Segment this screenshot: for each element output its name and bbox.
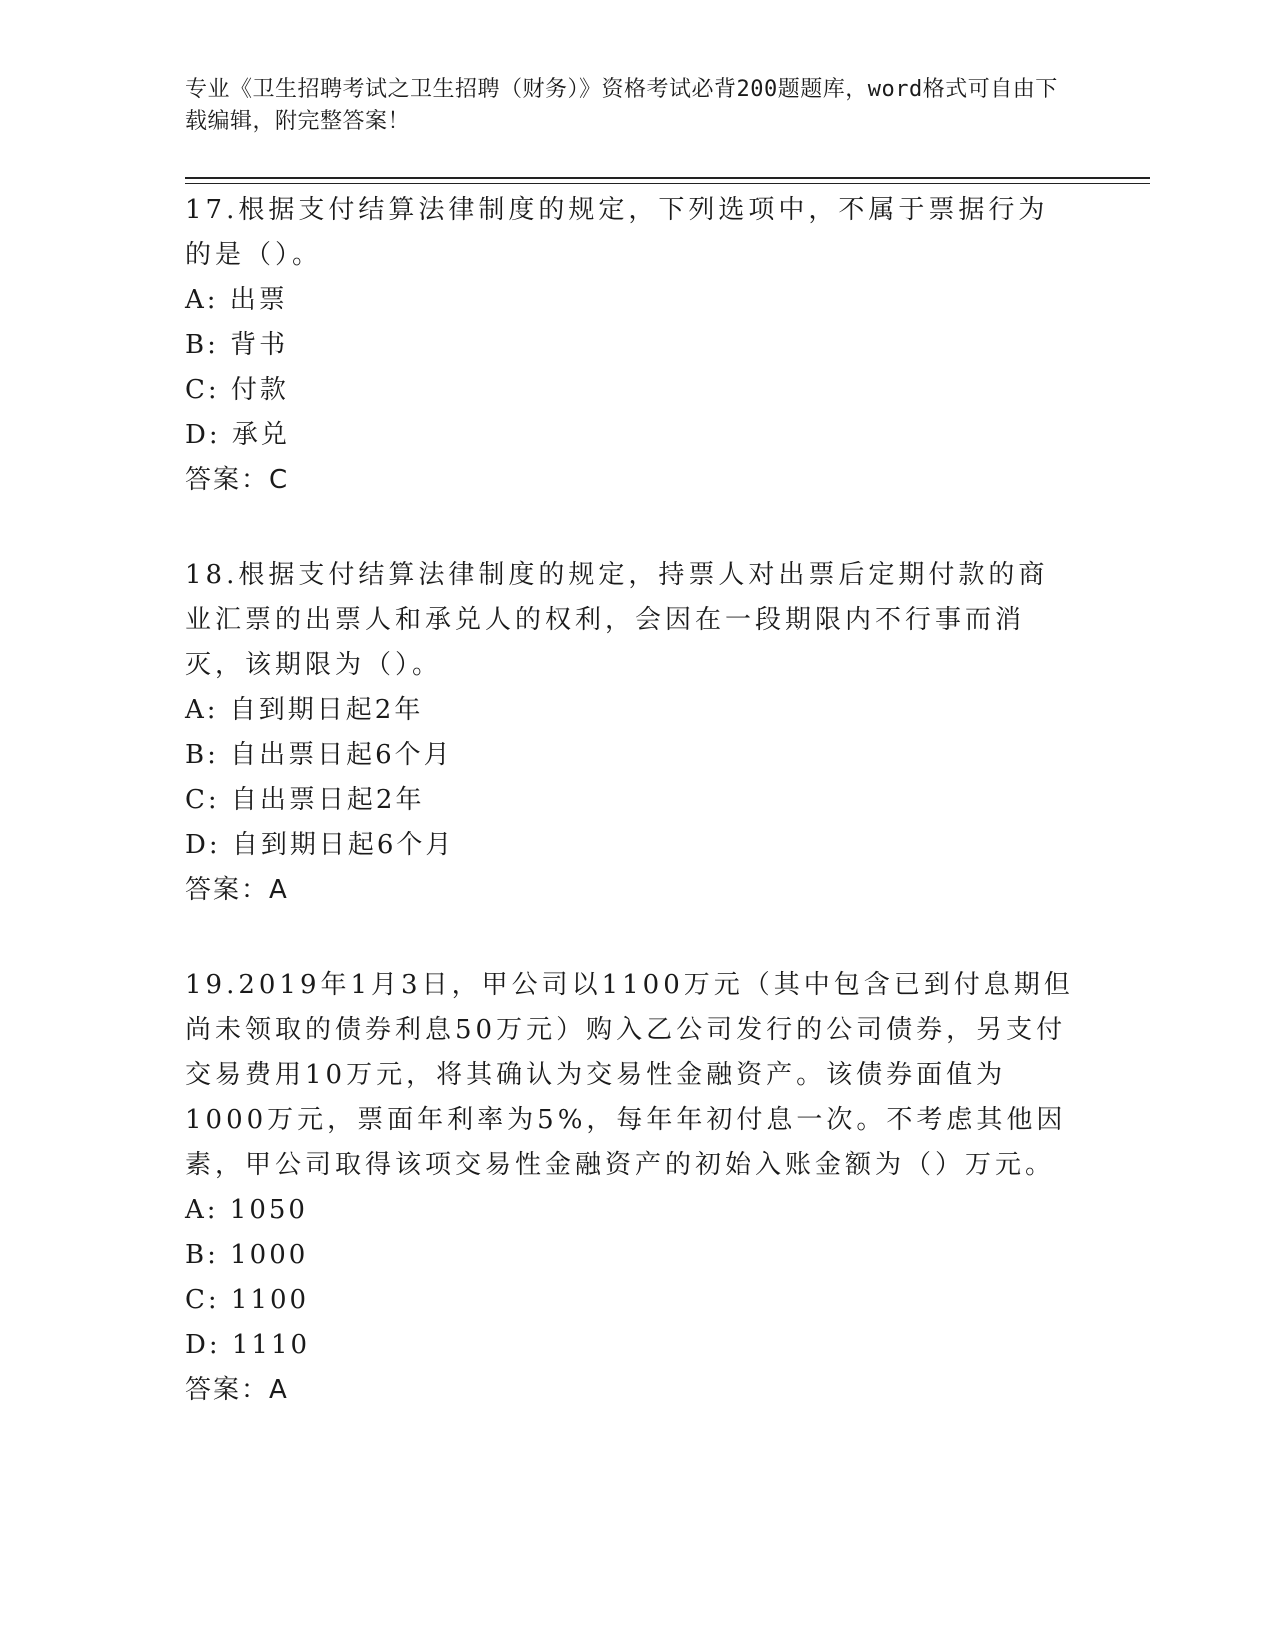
answer-line: 答案：A [185,1375,289,1405]
question-19 [185,963,1075,1413]
option-d: D: 1110 [185,1330,311,1360]
question-stem: 18.根据支付结算法律制度的规定，持票人对出票后定期付款的商业汇票的出票人和承兑人的权利，会因在一段期限内不行事而消灭，该期限为（）。 [185,560,1049,680]
question-17 [185,188,1075,503]
question-stem: 19.2019年1月3日，甲公司以1100万元（其中包含已到付息期但尚未领取的债券利息50万元）购入乙公司发行的公司债券，另支付交易费用10万元，将其确认为交易性金融资产。该债券面值为1000万元，票面年利率为5%，每年年初付息一次。不考虑其他因素，甲公司取得该项交易性金融资产的初始入账金额为（）万元。 [185,970,1074,1180]
header-divider-thick [185,177,1150,179]
option-c: C: 1100 [185,1285,310,1315]
option-d: D: 自到期日起6个月 [185,830,455,860]
option-c: C: 自出票日起2年 [185,785,425,815]
option-a: A: 1050 [185,1195,308,1225]
question-18 [185,553,1075,913]
header-divider-thin [185,183,1150,184]
option-a: A: 出票 [185,285,288,315]
answer-line: 答案：A [185,875,289,905]
option-d: D: 承兑 [185,420,290,450]
option-b: B: 背书 [185,330,289,360]
option-c: C: 付款 [185,375,289,405]
option-b: B: 1000 [185,1240,309,1270]
question-stem: 17.根据支付结算法律制度的规定，下列选项中，不属于票据行为的是（）。 [185,195,1049,270]
option-b: B: 自出票日起6个月 [185,740,453,770]
document-header: 专业《卫生招聘考试之卫生招聘（财务）》资格考试必背200题题库，word格式可自由下载编辑，附完整答案！ [185,77,1058,134]
option-a: A: 自到期日起2年 [185,695,424,725]
answer-line: 答案：C [185,465,290,495]
